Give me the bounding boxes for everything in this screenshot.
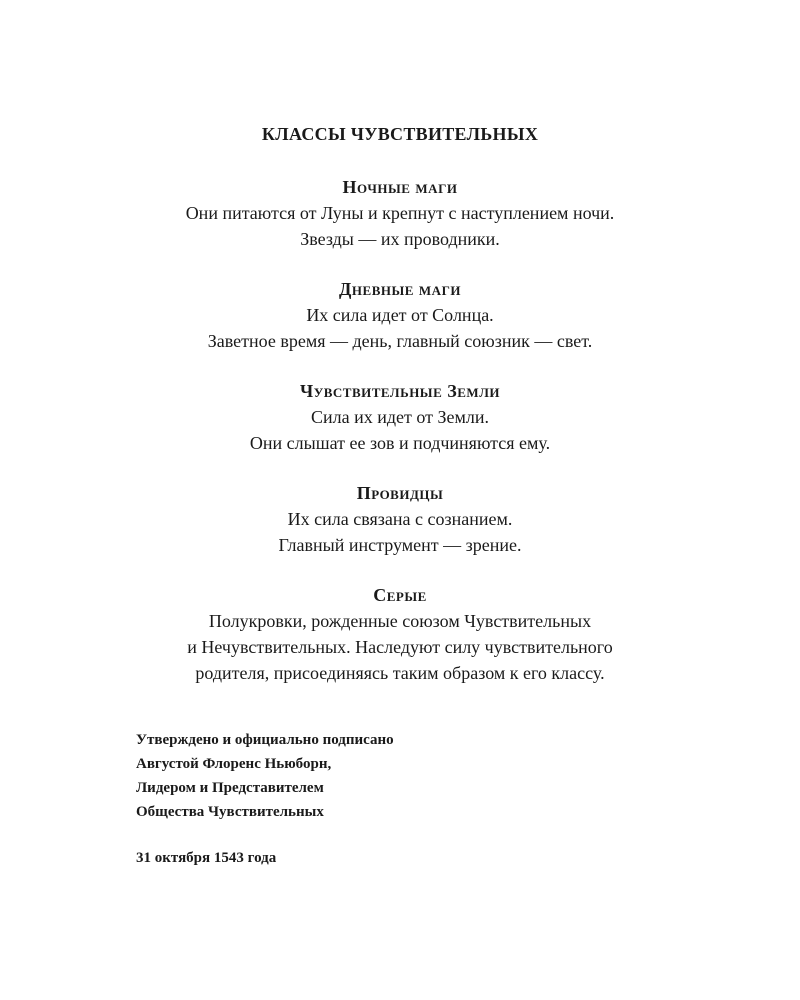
- section-earth-sensitives: [0, 378, 800, 456]
- section-line: и Нечувствительных. Наследуют силу чувствительного: [187, 637, 613, 657]
- section-heading: Чувствительные Земли: [299, 381, 500, 401]
- signature-line: Августой Флоренс Ньюборн,: [136, 756, 332, 772]
- section-seers: [0, 480, 800, 558]
- section-day-mages: [0, 276, 800, 354]
- section-line: Они питаются от Луны и крепнут с наступлением ночи.: [185, 203, 615, 223]
- section-heading: Ночные маги: [342, 177, 458, 197]
- signature-line: Лидером и Представителем: [136, 780, 324, 796]
- signature-block: [136, 728, 394, 824]
- section-line: Заветное время — день, главный союзник — свет.: [207, 331, 593, 351]
- section-heading: Провидцы: [356, 483, 444, 503]
- document-date: 31 октября 1543 года: [136, 850, 277, 866]
- section-night-mages: [0, 174, 800, 252]
- section-line: Сила их идет от Земли.: [310, 407, 490, 427]
- section-line: родителя, присоединяясь таким образом к его классу.: [195, 663, 605, 683]
- signature-line: Утверждено и официально подписано: [136, 732, 394, 748]
- section-line: Их сила связана с сознанием.: [287, 509, 513, 529]
- section-line: Полукровки, рожденные союзом Чувствительных: [208, 611, 592, 631]
- signature-line: Общества Чувствительных: [136, 804, 324, 820]
- section-greys: [0, 582, 800, 686]
- document-title: КЛАССЫ ЧУВСТВИТЕЛЬНЫХ: [261, 124, 539, 144]
- section-heading: Серые: [373, 585, 427, 605]
- section-line: Главный инструмент — зрение.: [278, 535, 522, 555]
- section-line: Их сила идет от Солнца.: [306, 305, 494, 325]
- section-line: Звезды — их проводники.: [300, 229, 500, 249]
- section-heading: Дневные маги: [339, 279, 461, 299]
- section-line: Они слышат ее зов и подчиняются ему.: [249, 433, 551, 453]
